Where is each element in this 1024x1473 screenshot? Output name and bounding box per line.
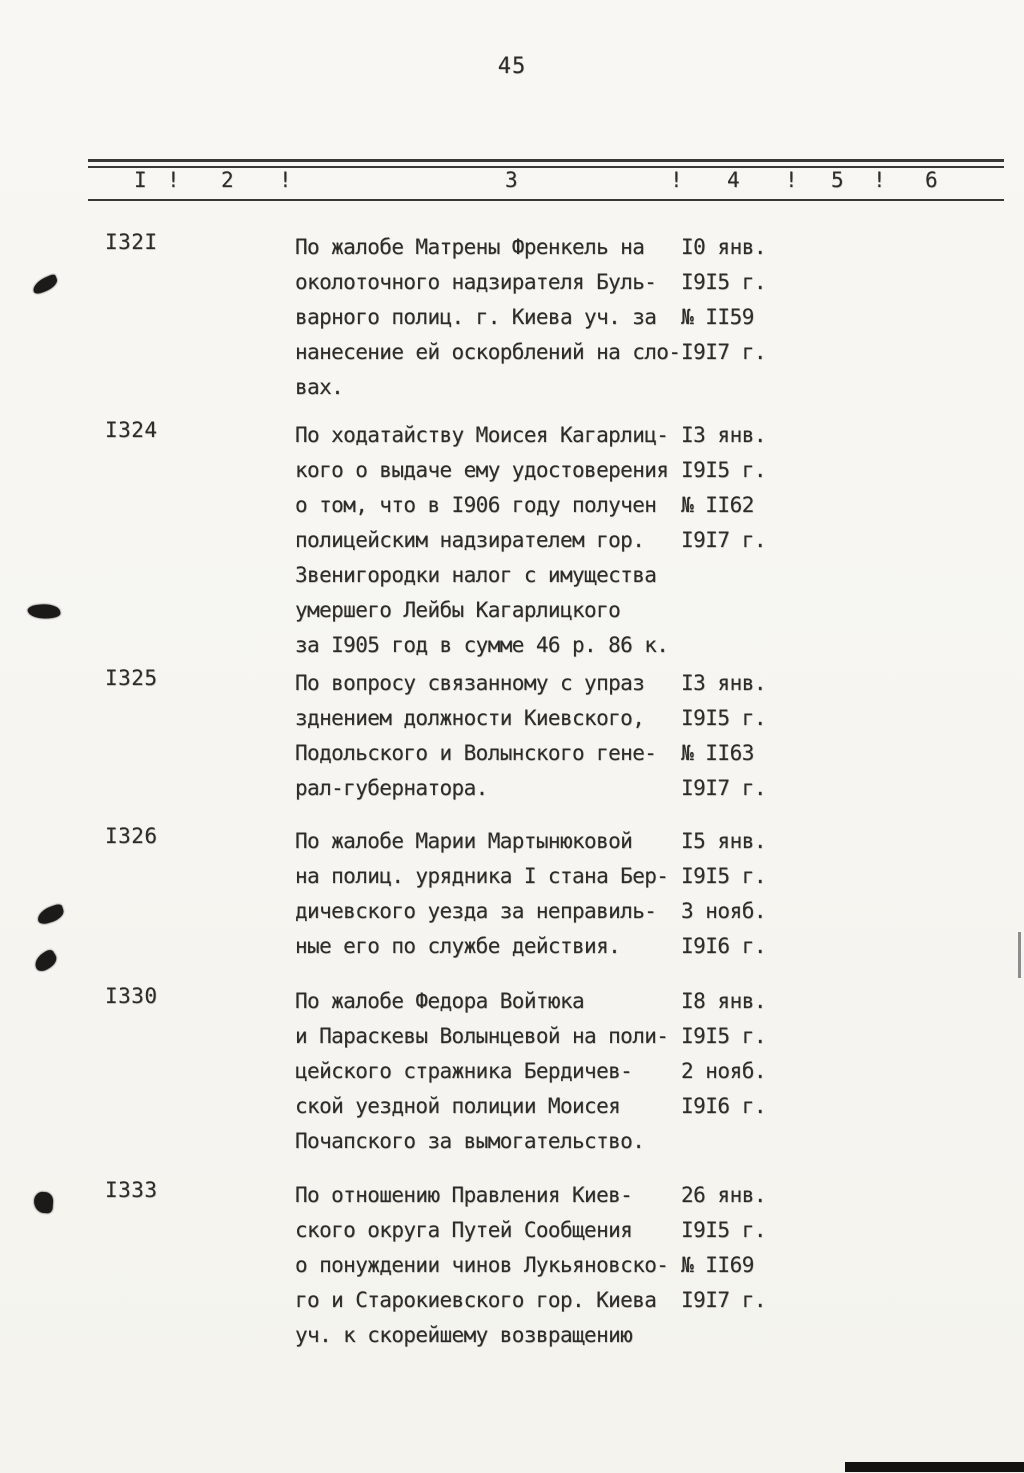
- ink-mark: [32, 948, 60, 974]
- entry-description: умершего Лейбы Кагарлицкого: [295, 598, 621, 622]
- entry-line: [295, 558, 835, 593]
- entry-date: I9I5 г.: [681, 458, 767, 482]
- entry-description: Подольского и Волынского гене-: [295, 741, 657, 765]
- scan-artifact-line: [1018, 932, 1021, 978]
- entry-text-block: [295, 984, 835, 1159]
- entry-line: [295, 859, 835, 894]
- entry-date: I9I6 г.: [681, 1094, 767, 1118]
- entry-date: I3 янв.: [681, 671, 767, 695]
- column-divider: !: [279, 168, 292, 192]
- entry-date: I9I7 г.: [681, 528, 767, 552]
- entry-date: I8 янв.: [681, 989, 767, 1013]
- entry-line: [295, 370, 835, 405]
- ink-mark: [33, 1191, 53, 1213]
- column-divider: !: [670, 168, 683, 192]
- entry-number: I325: [105, 666, 158, 690]
- entry-description: о том, что в I906 году получен: [295, 493, 657, 517]
- entry-date: I9I5 г.: [681, 1218, 767, 1242]
- entry-description: и Параскевы Волынцевой на поли-: [295, 1024, 669, 1048]
- entry-line: [295, 1248, 835, 1283]
- entry-text-block: [295, 666, 835, 806]
- entry-description: дичевского уезда за неправиль-: [295, 899, 657, 923]
- entry-description: По жалобе Марии Мартынюковой: [295, 829, 633, 853]
- entry-date: I9I7 г.: [681, 1288, 767, 1312]
- entry-line: [295, 265, 835, 300]
- entry-description: Звенигородки налог с имущества: [295, 563, 657, 587]
- entry-line: [295, 771, 835, 806]
- entry-date: I9I5 г.: [681, 864, 767, 888]
- column-header-5: 5: [831, 168, 844, 192]
- entry-date: I0 янв.: [681, 235, 767, 259]
- entry-description: По жалобе Федора Войтюка: [295, 989, 585, 1013]
- entry-line: [295, 1283, 835, 1318]
- entry-line: [295, 418, 835, 453]
- table-top-rule-1: [88, 159, 1004, 162]
- entry-description: ской уездной полиции Моисея: [295, 1094, 621, 1118]
- column-header-2: 2: [221, 168, 234, 192]
- entry-line: [295, 628, 835, 663]
- entry-description: о понуждении чинов Лукьяновско-: [295, 1253, 669, 1277]
- entry-number: I326: [105, 824, 158, 848]
- scan-artifact-bar: [845, 1462, 1024, 1472]
- entry-description: нанесение ей оскорблений на сло-: [295, 340, 681, 364]
- entry-description: ского округа Путей Сообщения: [295, 1218, 633, 1242]
- entry-date: 26 янв.: [681, 1183, 767, 1207]
- entry-description: По отношению Правления Киев-: [295, 1183, 633, 1207]
- entry-description: за I905 год в сумме 46 р. 86 к.: [295, 633, 669, 657]
- entry-line: [295, 488, 835, 523]
- entry-line: [295, 736, 835, 771]
- entry-line: [295, 1213, 835, 1248]
- entry-line: [295, 523, 835, 558]
- entry-description: цейского стражника Бердичев-: [295, 1059, 633, 1083]
- entry-line: [295, 300, 835, 335]
- entry-line: [295, 666, 835, 701]
- entry-text-block: [295, 1178, 835, 1353]
- entry-date: I9I7 г.: [681, 340, 767, 364]
- entry-line: [295, 701, 835, 736]
- entry-date: I9I5 г.: [681, 270, 767, 294]
- entry-number: I324: [105, 418, 158, 442]
- entry-date: № II59: [681, 305, 754, 329]
- column-header-I: I: [134, 168, 147, 192]
- entry-date: 2 нояб.: [681, 1059, 767, 1083]
- entry-number: I32I: [105, 230, 158, 254]
- entry-description: вах.: [295, 375, 344, 399]
- entry-description: уч. к скорейшему возвращению: [295, 1323, 633, 1347]
- entry-line: [295, 984, 835, 1019]
- entry-description: варного полиц. г. Киева уч. за: [295, 305, 657, 329]
- ink-mark: [35, 903, 65, 926]
- entry-number: I330: [105, 984, 158, 1008]
- entry-line: [295, 1089, 835, 1124]
- entry-date: I3 янв.: [681, 423, 767, 447]
- entry-line: [295, 230, 835, 265]
- entry-date: № II69: [681, 1253, 754, 1277]
- ink-mark: [27, 602, 61, 621]
- column-header-6: 6: [925, 168, 938, 192]
- entry-line: [295, 824, 835, 859]
- entry-description: зднением должности Киевского,: [295, 706, 645, 730]
- entry-description: ные его по службе действия.: [295, 934, 621, 958]
- table-header-row: [0, 168, 1024, 198]
- column-divider: !: [785, 168, 798, 192]
- column-divider: !: [167, 168, 180, 192]
- entry-date: I9I7 г.: [681, 776, 767, 800]
- column-divider: !: [873, 168, 886, 192]
- entry-date: I9I6 г.: [681, 934, 767, 958]
- entry-text-block: [295, 230, 835, 405]
- entry-description: По вопросу связанному с упраз: [295, 671, 645, 695]
- table-header-bottom-rule: [88, 199, 1004, 201]
- entry-line: [295, 1318, 835, 1353]
- entry-line: [295, 929, 835, 964]
- ink-mark: [31, 274, 60, 296]
- column-header-4: 4: [727, 168, 740, 192]
- entry-description: околоточного надзирателя Буль-: [295, 270, 657, 294]
- entry-description: кого о выдаче ему удостоверения: [295, 458, 669, 482]
- entry-line: [295, 1124, 835, 1159]
- page-number: 45: [497, 54, 527, 79]
- entry-description: рал-губернатора.: [295, 776, 488, 800]
- entry-line: [295, 335, 835, 370]
- entry-description: на полиц. урядника I стана Бер-: [295, 864, 669, 888]
- entry-line: [295, 593, 835, 628]
- entry-date: I9I5 г.: [681, 706, 767, 730]
- entry-line: [295, 453, 835, 488]
- entry-description: полицейским надзирателем гор.: [295, 528, 645, 552]
- entry-date: I9I5 г.: [681, 1024, 767, 1048]
- column-header-3: 3: [505, 168, 518, 192]
- entry-line: [295, 1178, 835, 1213]
- entry-description: По жалобе Матрены Френкель на: [295, 235, 645, 259]
- entry-date: № II63: [681, 741, 754, 765]
- entry-text-block: [295, 418, 835, 663]
- entry-description: го и Старокиевского гор. Киева: [295, 1288, 657, 1312]
- entry-description: По ходатайству Моисея Кагарлиц-: [295, 423, 669, 447]
- entry-line: [295, 894, 835, 929]
- entry-date: № II62: [681, 493, 754, 517]
- entry-number: I333: [105, 1178, 158, 1202]
- entry-line: [295, 1054, 835, 1089]
- entry-date: I5 янв.: [681, 829, 767, 853]
- entry-line: [295, 1019, 835, 1054]
- entry-date: 3 нояб.: [681, 899, 767, 923]
- entry-text-block: [295, 824, 835, 964]
- entry-description: Почапского за вымогательство.: [295, 1129, 645, 1153]
